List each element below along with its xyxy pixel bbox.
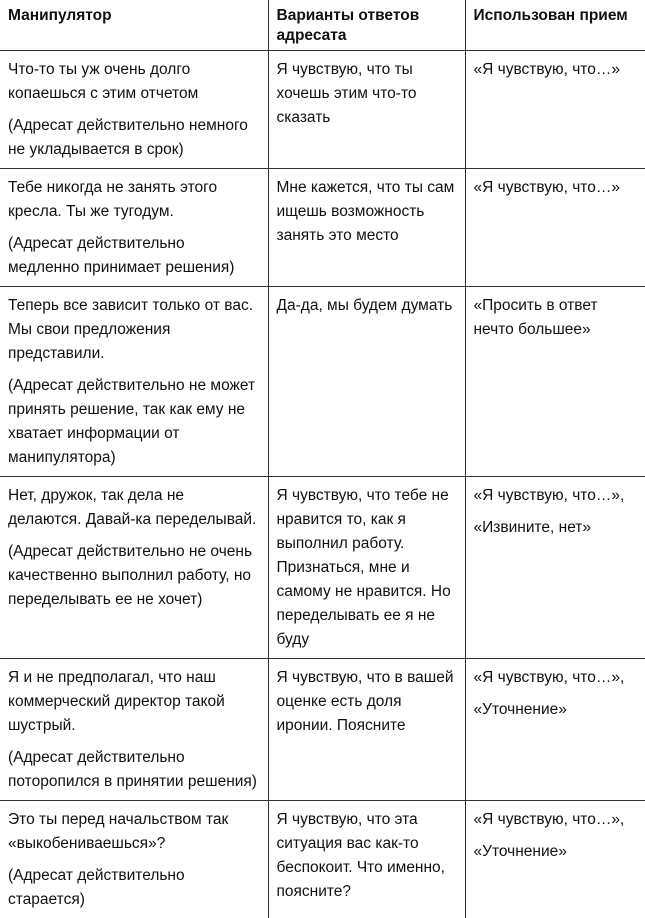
manipulator-cell (0, 801, 268, 918)
technique-text: «Я чувствую, что…», (474, 808, 637, 832)
header-manipulator: Манипулятор (0, 0, 268, 51)
manipulator-cell (0, 659, 268, 801)
manipulator-phrase: Тебе никогда не занять этого кресла. Ты же тугодум. (8, 176, 259, 224)
manipulator-note: (Адресат действительно старается) (8, 864, 259, 912)
technique-text: «Я чувствую, что…» (474, 58, 637, 82)
header-row (0, 0, 645, 51)
table-row (0, 801, 645, 918)
response-text: Да-да, мы будем думать (277, 294, 456, 318)
technique-cell (465, 477, 645, 659)
technique-cell (465, 659, 645, 801)
manipulator-phrase: Теперь все зависит только от вас. Мы свои предложения представили. (8, 294, 259, 366)
manipulator-phrase: Нет, дружок, так дела не делаются. Давай-ка переделывай. (8, 484, 259, 532)
manipulator-note: (Адресат действительно не очень качественно выполнил работу, но переделывать ее не хочет) (8, 540, 259, 612)
technique-text: «Извините, нет» (474, 516, 637, 540)
technique-text: «Уточнение» (474, 840, 637, 864)
manipulator-cell (0, 51, 268, 169)
response-text: Я чувствую, что в вашей оценке есть доля иронии. Поясните (277, 666, 456, 738)
technique-text: «Уточнение» (474, 698, 637, 722)
technique-text: «Я чувствую, что…», (474, 666, 637, 690)
technique-cell (465, 51, 645, 169)
table-row (0, 287, 645, 477)
header-responses: Варианты ответов адресата (268, 0, 465, 51)
technique-text: «Я чувствую, что…», (474, 484, 637, 508)
response-text: Я чувствую, что ты хочешь этим что-то сказать (277, 58, 456, 130)
response-cell (268, 169, 465, 287)
manipulator-phrase: Я и не предполагал, что наш коммерческий директор такой шустрый. (8, 666, 259, 738)
header-technique: Использован прием (465, 0, 645, 51)
table-body (0, 51, 645, 918)
table-row (0, 169, 645, 287)
manipulator-cell (0, 169, 268, 287)
table-row (0, 51, 645, 169)
response-text: Я чувствую, что эта ситуация вас как-то беспокоит. Что именно, поясните? (277, 808, 456, 904)
manipulator-cell (0, 287, 268, 477)
manipulator-phrase: Это ты перед начальством так «выкобениваешься»? (8, 808, 259, 856)
technique-cell (465, 287, 645, 477)
response-cell (268, 51, 465, 169)
response-cell (268, 477, 465, 659)
technique-text: «Я чувствую, что…» (474, 176, 637, 200)
technique-cell (465, 801, 645, 918)
technique-text: «Просить в ответ нечто большее» (474, 294, 637, 342)
manipulator-note: (Адресат действительно немного не укладывается в срок) (8, 114, 259, 162)
manipulator-note: (Адресат действительно не может принять решение, так как ему не хватает информации от манипулятора) (8, 374, 259, 470)
response-cell (268, 287, 465, 477)
response-cell (268, 659, 465, 801)
response-text: Мне кажется, что ты сам ищешь возможность занять это место (277, 176, 456, 248)
response-text: Я чувствую, что тебе не нравится то, как я выполнил работу. Признаться, мне и самому не нравится. Но переделывать ее я не буду (277, 484, 456, 652)
manipulator-note: (Адресат действительно поторопился в принятии решения) (8, 746, 259, 794)
technique-cell (465, 169, 645, 287)
manipulator-cell (0, 477, 268, 659)
manipulator-note: (Адресат действительно медленно принимает решения) (8, 232, 259, 280)
table-row (0, 477, 645, 659)
manipulator-phrase: Что-то ты уж очень долго копаешься с этим отчетом (8, 58, 259, 106)
table-header (0, 0, 645, 51)
table-row (0, 659, 645, 801)
response-cell (268, 801, 465, 918)
